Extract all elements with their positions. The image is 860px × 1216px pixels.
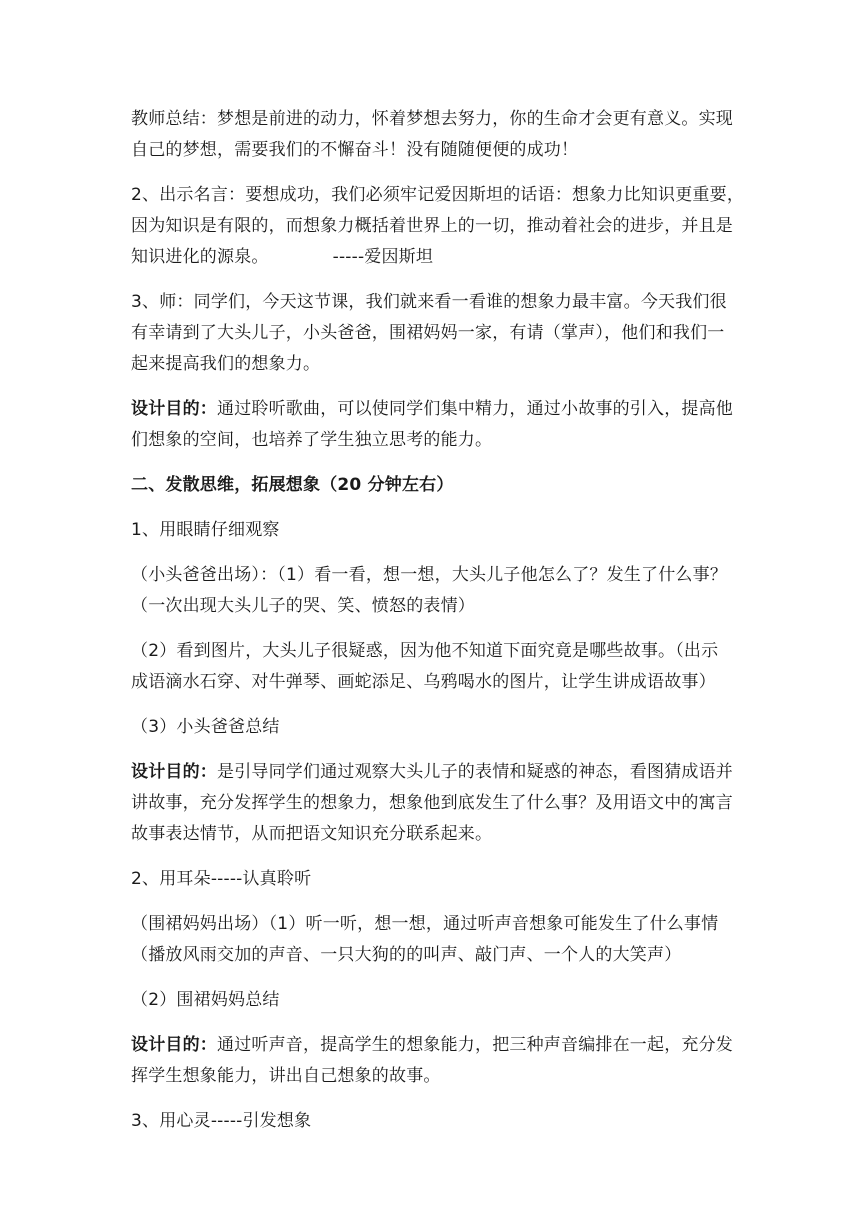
- teacher-intro-paragraph: [131, 287, 731, 380]
- text-line: [131, 757, 731, 788]
- design-purpose-text: 通过听声音，提高学生的想象能力，把三种声音编排在一起，充分发: [217, 1035, 733, 1055]
- text-line: 讲故事，充分发挥学生的想象力，想象他到底发生了什么事？及用语文中的寓言: [131, 793, 733, 813]
- design-purpose-paragraph-2: [131, 757, 731, 850]
- text-line: [131, 242, 731, 273]
- text-line: （2）看到图片，大头儿子很疑惑，因为他不知道下面究竟是哪些故事。（出示: [131, 641, 719, 661]
- text-line: （一次出现大头儿子的哭、笑、愤怒的表情）: [131, 596, 475, 616]
- text-line: 们想象的空间，也培养了学生独立思考的能力。: [131, 430, 493, 450]
- design-purpose-paragraph-1: [131, 394, 731, 456]
- dad-summary-line: （3）小头爸爸总结: [131, 717, 280, 737]
- design-purpose-label: 设计目的：: [131, 1035, 217, 1055]
- text-line: 故事表达情节，从而把语文知识充分联系起来。: [131, 824, 493, 844]
- text-line: 自己的梦想，需要我们的不懈奋斗！没有随随便便的成功！: [131, 140, 579, 160]
- text-line: （小头爸爸出场）：（1）看一看，想一想，大头儿子他怎么了？发生了什么事？: [131, 565, 728, 585]
- text-line: 挥学生想象能力，讲出自己想象的故事。: [131, 1066, 441, 1086]
- design-purpose-text: 通过聆听歌曲，可以使同学们集中精力，通过小故事的引入，提高他: [217, 399, 733, 419]
- text-line: [131, 1030, 731, 1061]
- mom-summary-line: （2）围裙妈妈总结: [131, 990, 280, 1010]
- section-heading: 二、发散思维，拓展想象（20 分钟左右）: [131, 475, 454, 495]
- dad-appears-paragraph: [131, 560, 731, 622]
- text-line: 起来提高我们的想象力。: [131, 354, 321, 374]
- quote-attribution: -----爱因斯坦: [332, 247, 434, 267]
- text-line: 因为知识是有限的，而想象力概括着世界上的一切，推动着社会的进步，并且是: [131, 216, 733, 236]
- text-line: 成语滴水石穿、对牛弹琴、画蛇添足、乌鸦喝水的图片，让学生讲成语故事）: [131, 672, 716, 692]
- step-eyes-heading: 1、用眼睛仔细观察: [131, 520, 280, 540]
- text-line: 2、出示名言：要想成功，我们必须牢记爱因斯坦的话语：想象力比知识更重要，: [131, 185, 745, 205]
- design-purpose-paragraph-3: [131, 1030, 731, 1092]
- quote-text-end: 知识进化的源泉。: [131, 247, 269, 267]
- text-line: 有幸请到了大头儿子，小头爸爸，围裙妈妈一家，有请（掌声），他们和我们一: [131, 323, 725, 343]
- document-page: [131, 104, 745, 1151]
- text-line: 教师总结：梦想是前进的动力，怀着梦想去努力，你的生命才会更有意义。实现: [131, 109, 733, 129]
- text-line: 3、师：同学们，今天这节课，我们就来看一看谁的想象力最丰富。今天我们很: [131, 292, 727, 312]
- teacher-summary-paragraph: [131, 104, 731, 166]
- step-ears-heading: 2、用耳朵-----认真聆听: [131, 869, 312, 889]
- quote-paragraph: [131, 180, 745, 273]
- design-purpose-label: 设计目的：: [131, 399, 217, 419]
- text-line: （播放风雨交加的声音、一只大狗的的叫声、敲门声、一个人的大笑声）: [131, 945, 682, 965]
- step-heart-heading: 3、用心灵-----引发想象: [131, 1111, 312, 1131]
- text-line: （围裙妈妈出场）（1）听一听，想一想，通过听声音想象可能发生了什么事情: [131, 914, 719, 934]
- pictures-paragraph: [131, 636, 731, 698]
- mom-appears-paragraph: [131, 909, 731, 971]
- text-line: [131, 394, 731, 425]
- design-purpose-label: 设计目的：: [131, 762, 217, 782]
- design-purpose-text: 是引导同学们通过观察大头儿子的表情和疑惑的神态，看图猜成语并: [217, 762, 733, 782]
